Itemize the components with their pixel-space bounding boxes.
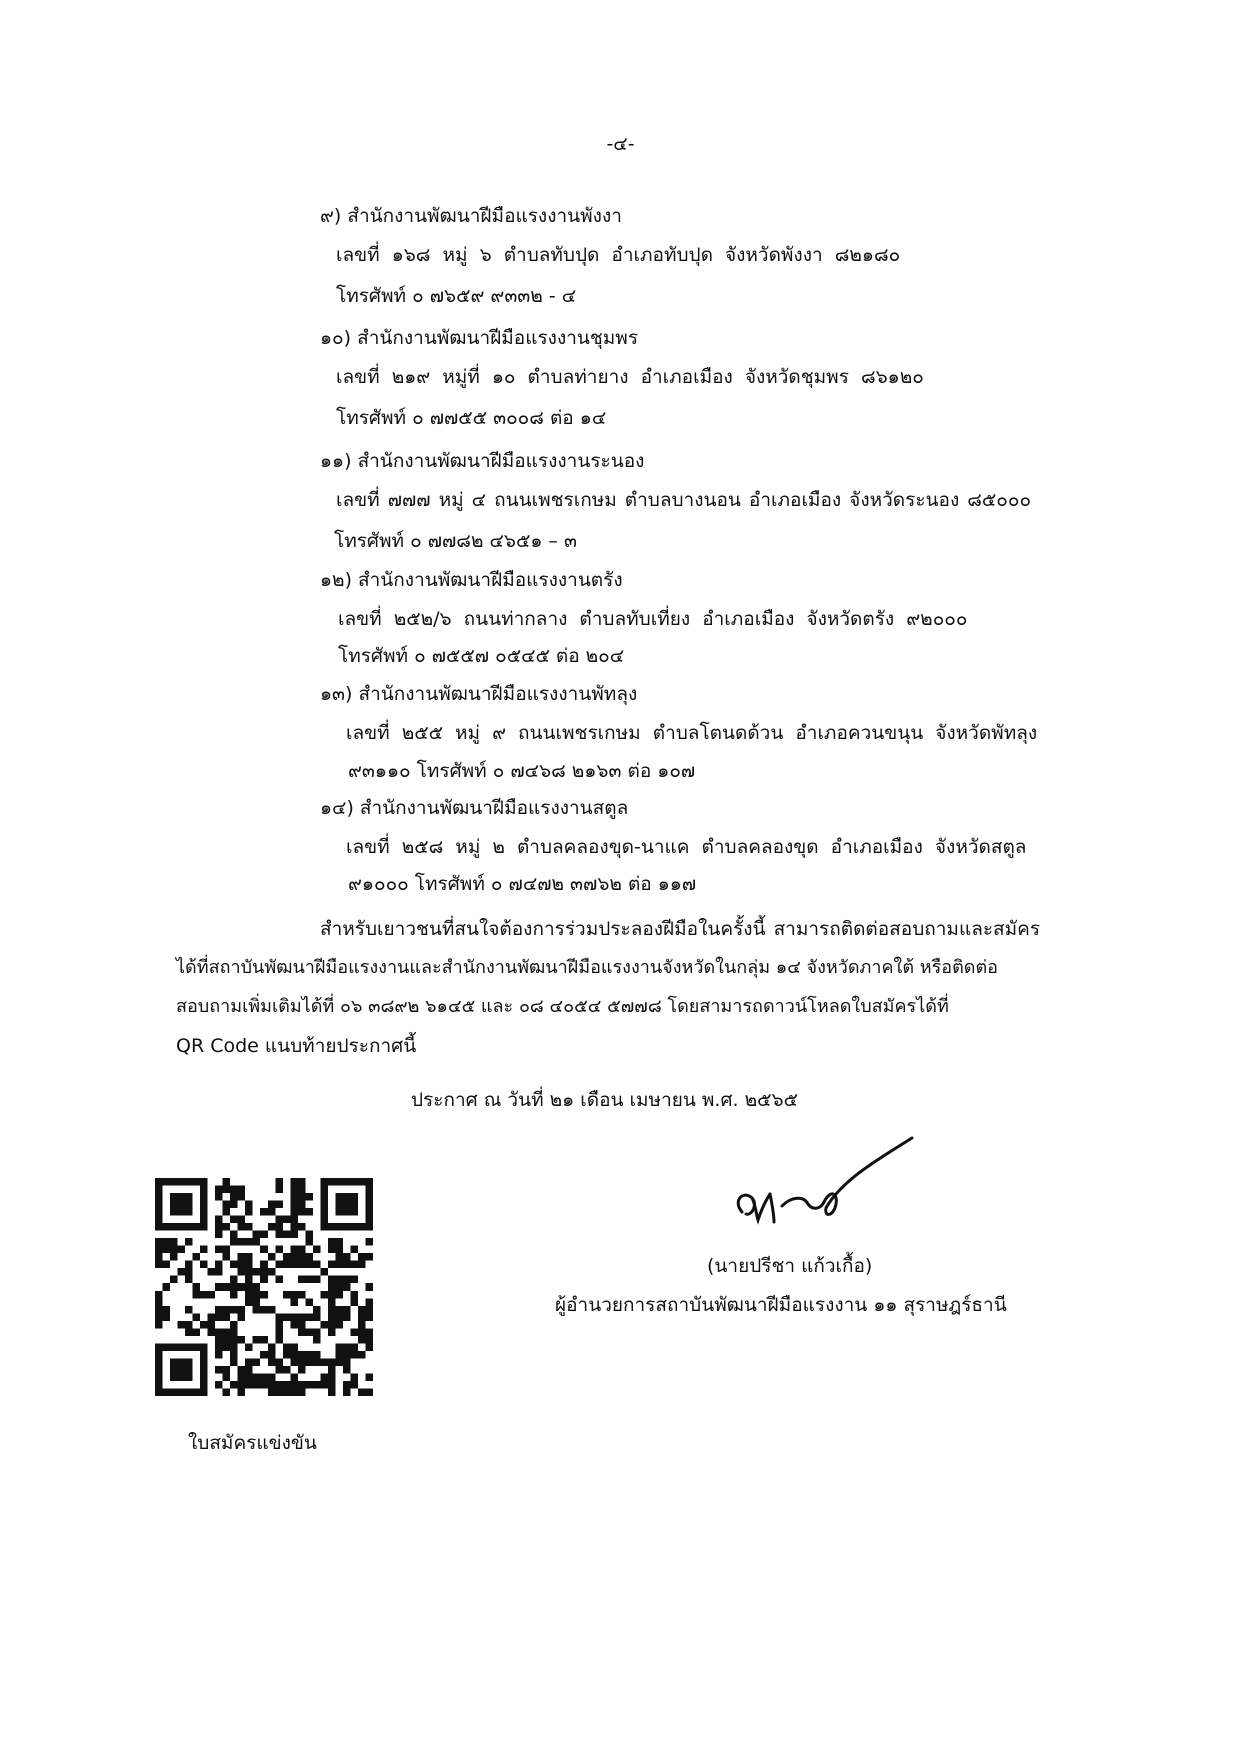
office-phone: โทรศัพท์ ๐ ๗๗๕๕ ๓๐๐๘ ต่อ ๑๔ bbox=[336, 407, 607, 429]
office-title: ๑๒) สำนักงานพัฒนาฝีมือแรงงานตรัง bbox=[320, 569, 623, 591]
qr-code-image[interactable] bbox=[155, 1178, 373, 1396]
page-number: -๔- bbox=[606, 133, 635, 155]
qr-caption: ใบสมัครแข่งขัน bbox=[188, 1432, 317, 1454]
office-address: เลขที่ ๗๗๗ หมู่ ๔ ถนนเพชรเกษม ตำบลบางนอน อำเภอเมือง จังหวัดระนอง ๘๕๐๐๐ bbox=[336, 489, 1032, 511]
office-address: เลขที่ ๒๕๒/๖ ถนนท่ากลาง ตำบลทับเที่ยง อำเภอเมือง จังหวัดตรัง ๙๒๐๐๐ bbox=[338, 608, 968, 630]
office-address: เลขที่ ๒๑๙ หมู่ที่ ๑๐ ตำบลท่ายาง อำเภอเมือง จังหวัดชุมพร ๘๖๑๒๐ bbox=[336, 366, 924, 388]
office-title: ๑๑) สำนักงานพัฒนาฝีมือแรงงานระนอง bbox=[320, 450, 645, 472]
office-title: ๑๐) สำนักงานพัฒนาฝีมือแรงงานชุมพร bbox=[320, 327, 639, 349]
paragraph-line: สอบถามเพิ่มเติมได้ที่ ๐๖ ๓๘๙๒ ๖๑๔๕ และ ๐๘ ๔๐๕๔ ๕๗๗๘ โดยสามารถดาวน์โหลดใบสมัครได้ที่ bbox=[176, 996, 949, 1017]
office-address: เลขที่ ๒๕๕ หมู่ ๙ ถนนเพชรเกษม ตำบลโตนดด้วน อำเภอควนขนุน จังหวัดพัทลุง bbox=[346, 722, 1038, 744]
paragraph-line: QR Code แนบท้ายประกาศนี้ bbox=[176, 1035, 417, 1057]
office-address: เลขที่ ๑๖๘ หมู่ ๖ ตำบลทับปุด อำเภอทับปุด จังหวัดพังงา ๘๒๑๘๐ bbox=[336, 244, 901, 266]
office-phone: โทรศัพท์ ๐ ๗๕๕๗ ๐๕๔๕ ต่อ ๒๐๔ bbox=[338, 645, 625, 667]
office-phone: ๙๓๑๑๐ โทรศัพท์ ๐ ๗๔๖๘ ๒๑๖๓ ต่อ ๑๐๗ bbox=[348, 760, 696, 782]
office-phone: โทรศัพท์ ๐ ๗๗๘๒ ๔๖๕๑ – ๓ bbox=[334, 530, 577, 552]
office-phone: ๙๑๐๐๐ โทรศัพท์ ๐ ๗๔๗๒ ๓๗๖๒ ต่อ ๑๑๗ bbox=[348, 873, 697, 895]
signer-position: ผู้อำนวยการสถาบันพัฒนาฝีมือแรงงาน ๑๑ สุราษฎร์ธานี bbox=[555, 1294, 1007, 1316]
office-phone: โทรศัพท์ ๐ ๗๖๕๙ ๙๓๓๒ - ๔ bbox=[336, 285, 577, 307]
announcement-date: ประกาศ ณ วันที่ ๒๑ เดือน เมษายน พ.ศ. ๒๕๖๕ bbox=[411, 1089, 798, 1111]
office-title: ๑๔) สำนักงานพัฒนาฝีมือแรงงานสตูล bbox=[320, 797, 629, 819]
office-title: ๙) สำนักงานพัฒนาฝีมือแรงงานพังงา bbox=[320, 205, 622, 227]
office-address: เลขที่ ๒๕๘ หมู่ ๒ ตำบลคลองขุด-นาแค ตำบลคลองขุด อำเภอเมือง จังหวัดสตูล bbox=[346, 836, 1027, 858]
paragraph-line: ได้ที่สถาบันพัฒนาฝีมือแรงงานและสำนักงานพัฒนาฝีมือแรงงานจังหวัดในกลุ่ม ๑๔ จังหวัดภาคใต้ หรือติดต่อ bbox=[176, 957, 998, 978]
paragraph-line: สำหรับเยาวชนที่สนใจต้องการร่วมประลองฝีมือในครั้งนี้ สามารถติดต่อสอบถามและสมัคร bbox=[320, 918, 1041, 940]
signature-image bbox=[712, 1130, 922, 1235]
office-title: ๑๓) สำนักงานพัฒนาฝีมือแรงงานพัทลุง bbox=[320, 683, 638, 705]
signer-name: (นายปรีชา แก้วเกื้อ) bbox=[707, 1255, 873, 1277]
